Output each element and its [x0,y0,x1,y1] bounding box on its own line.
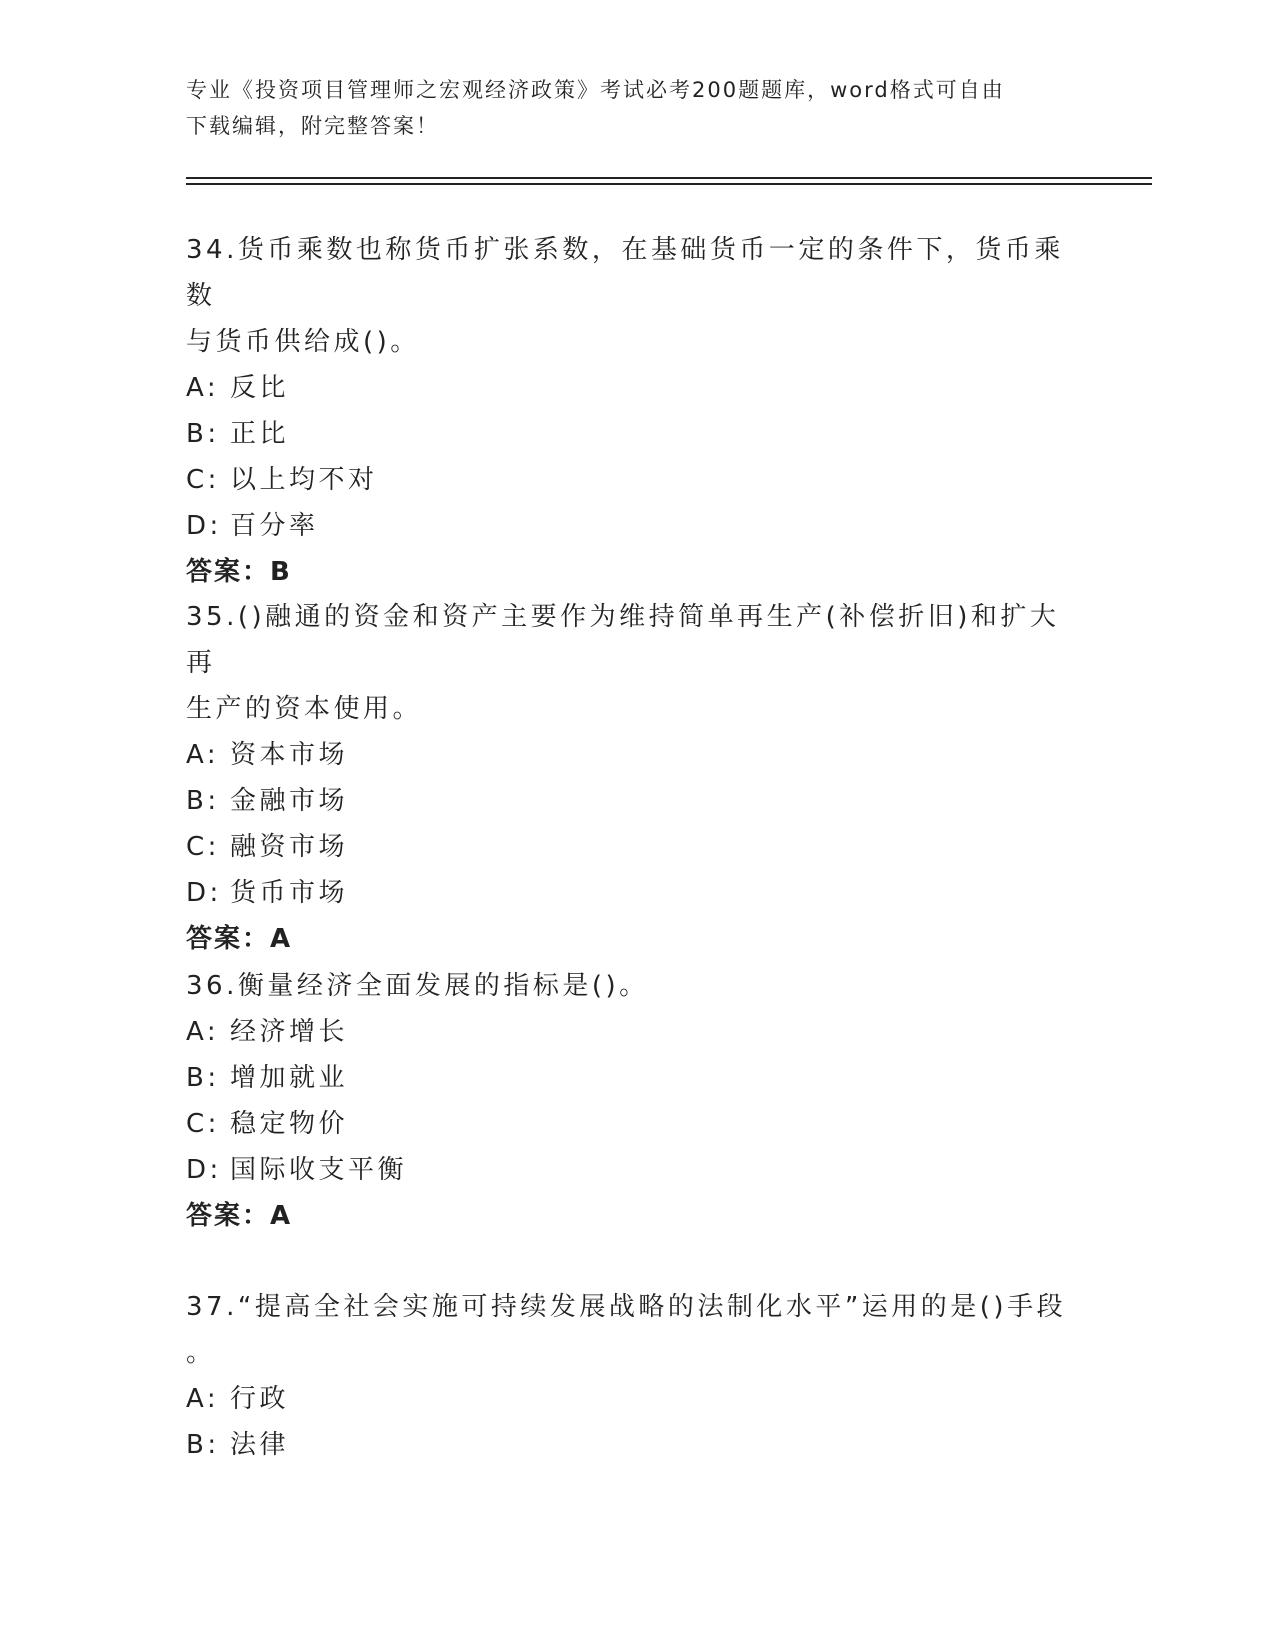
option-key: B: [186,419,220,449]
option-a [186,365,1086,411]
option-key: B: [186,786,220,816]
question-text [186,963,1086,1009]
header-line-1: 专业《投资项目管理师之宏观经济政策》考试必考200题题库，word格式可自由 [186,78,1005,102]
option-text: 货币市场 [230,878,349,908]
option-b [186,1055,1086,1101]
option-b [186,1422,1086,1468]
answer-line: 答案：B [186,557,292,587]
question-line: 34.货币乘数也称货币扩张系数，在基础货币一定的条件下，货币乘数 [186,235,1064,311]
option-text: 稳定物价 [230,1109,349,1139]
option-key: B: [186,1063,220,1093]
option-c [186,1101,1086,1147]
header-line-2: 下载编辑，附完整答案！ [186,114,439,138]
option-text: 法律 [230,1430,290,1460]
option-key: A: [186,740,220,770]
option-d [186,1147,1086,1193]
option-c [186,457,1086,503]
question-35 [186,594,1086,962]
option-a [186,1009,1086,1055]
question-line: 与货币供给成()。 [186,327,420,357]
option-key: C: [186,832,220,862]
option-key: B: [186,1430,220,1460]
header-divider-bottom [186,183,1152,185]
option-key: D: [186,511,222,541]
question-34 [186,227,1086,595]
option-key: A: [186,1017,220,1047]
question-text [186,594,1086,732]
option-text: 以上均不对 [230,465,378,495]
option-b [186,778,1086,824]
option-a [186,1376,1086,1422]
question-text [186,227,1086,365]
question-line: 。 [186,1338,216,1368]
option-text: 经济增长 [230,1017,349,1047]
option-text: 增加就业 [230,1063,349,1093]
option-text: 反比 [230,373,290,403]
option-key: A: [186,373,220,403]
option-d [186,503,1086,549]
option-text: 百分率 [230,511,319,541]
option-key: C: [186,465,220,495]
option-text: 金融市场 [230,786,349,816]
option-key: D: [186,878,222,908]
document-header [186,72,1066,144]
header-divider-top [186,177,1152,179]
option-d [186,870,1086,916]
option-a [186,732,1086,778]
option-text: 行政 [230,1384,290,1414]
option-key: A: [186,1384,220,1414]
option-b [186,411,1086,457]
option-text: 正比 [230,419,290,449]
answer-line: 答案：A [186,1201,293,1231]
answer-line: 答案：A [186,924,293,954]
option-key: C: [186,1109,220,1139]
option-c [186,824,1086,870]
option-text: 资本市场 [230,740,349,770]
question-36 [186,963,1086,1239]
option-text: 国际收支平衡 [230,1155,408,1185]
question-line: 生产的资本使用。 [186,694,423,724]
option-key: D: [186,1155,222,1185]
question-line: 37.“提高全社会实施可持续发展战略的法制化水平”运用的是()手段 [186,1292,1067,1322]
question-37 [186,1284,1086,1468]
question-text [186,1284,1086,1376]
question-line: 36.衡量经济全面发展的指标是()。 [186,971,649,1001]
question-line: 35.()融通的资金和资产主要作为维持简单再生产(补偿折旧)和扩大再 [186,602,1060,678]
option-text: 融资市场 [230,832,349,862]
